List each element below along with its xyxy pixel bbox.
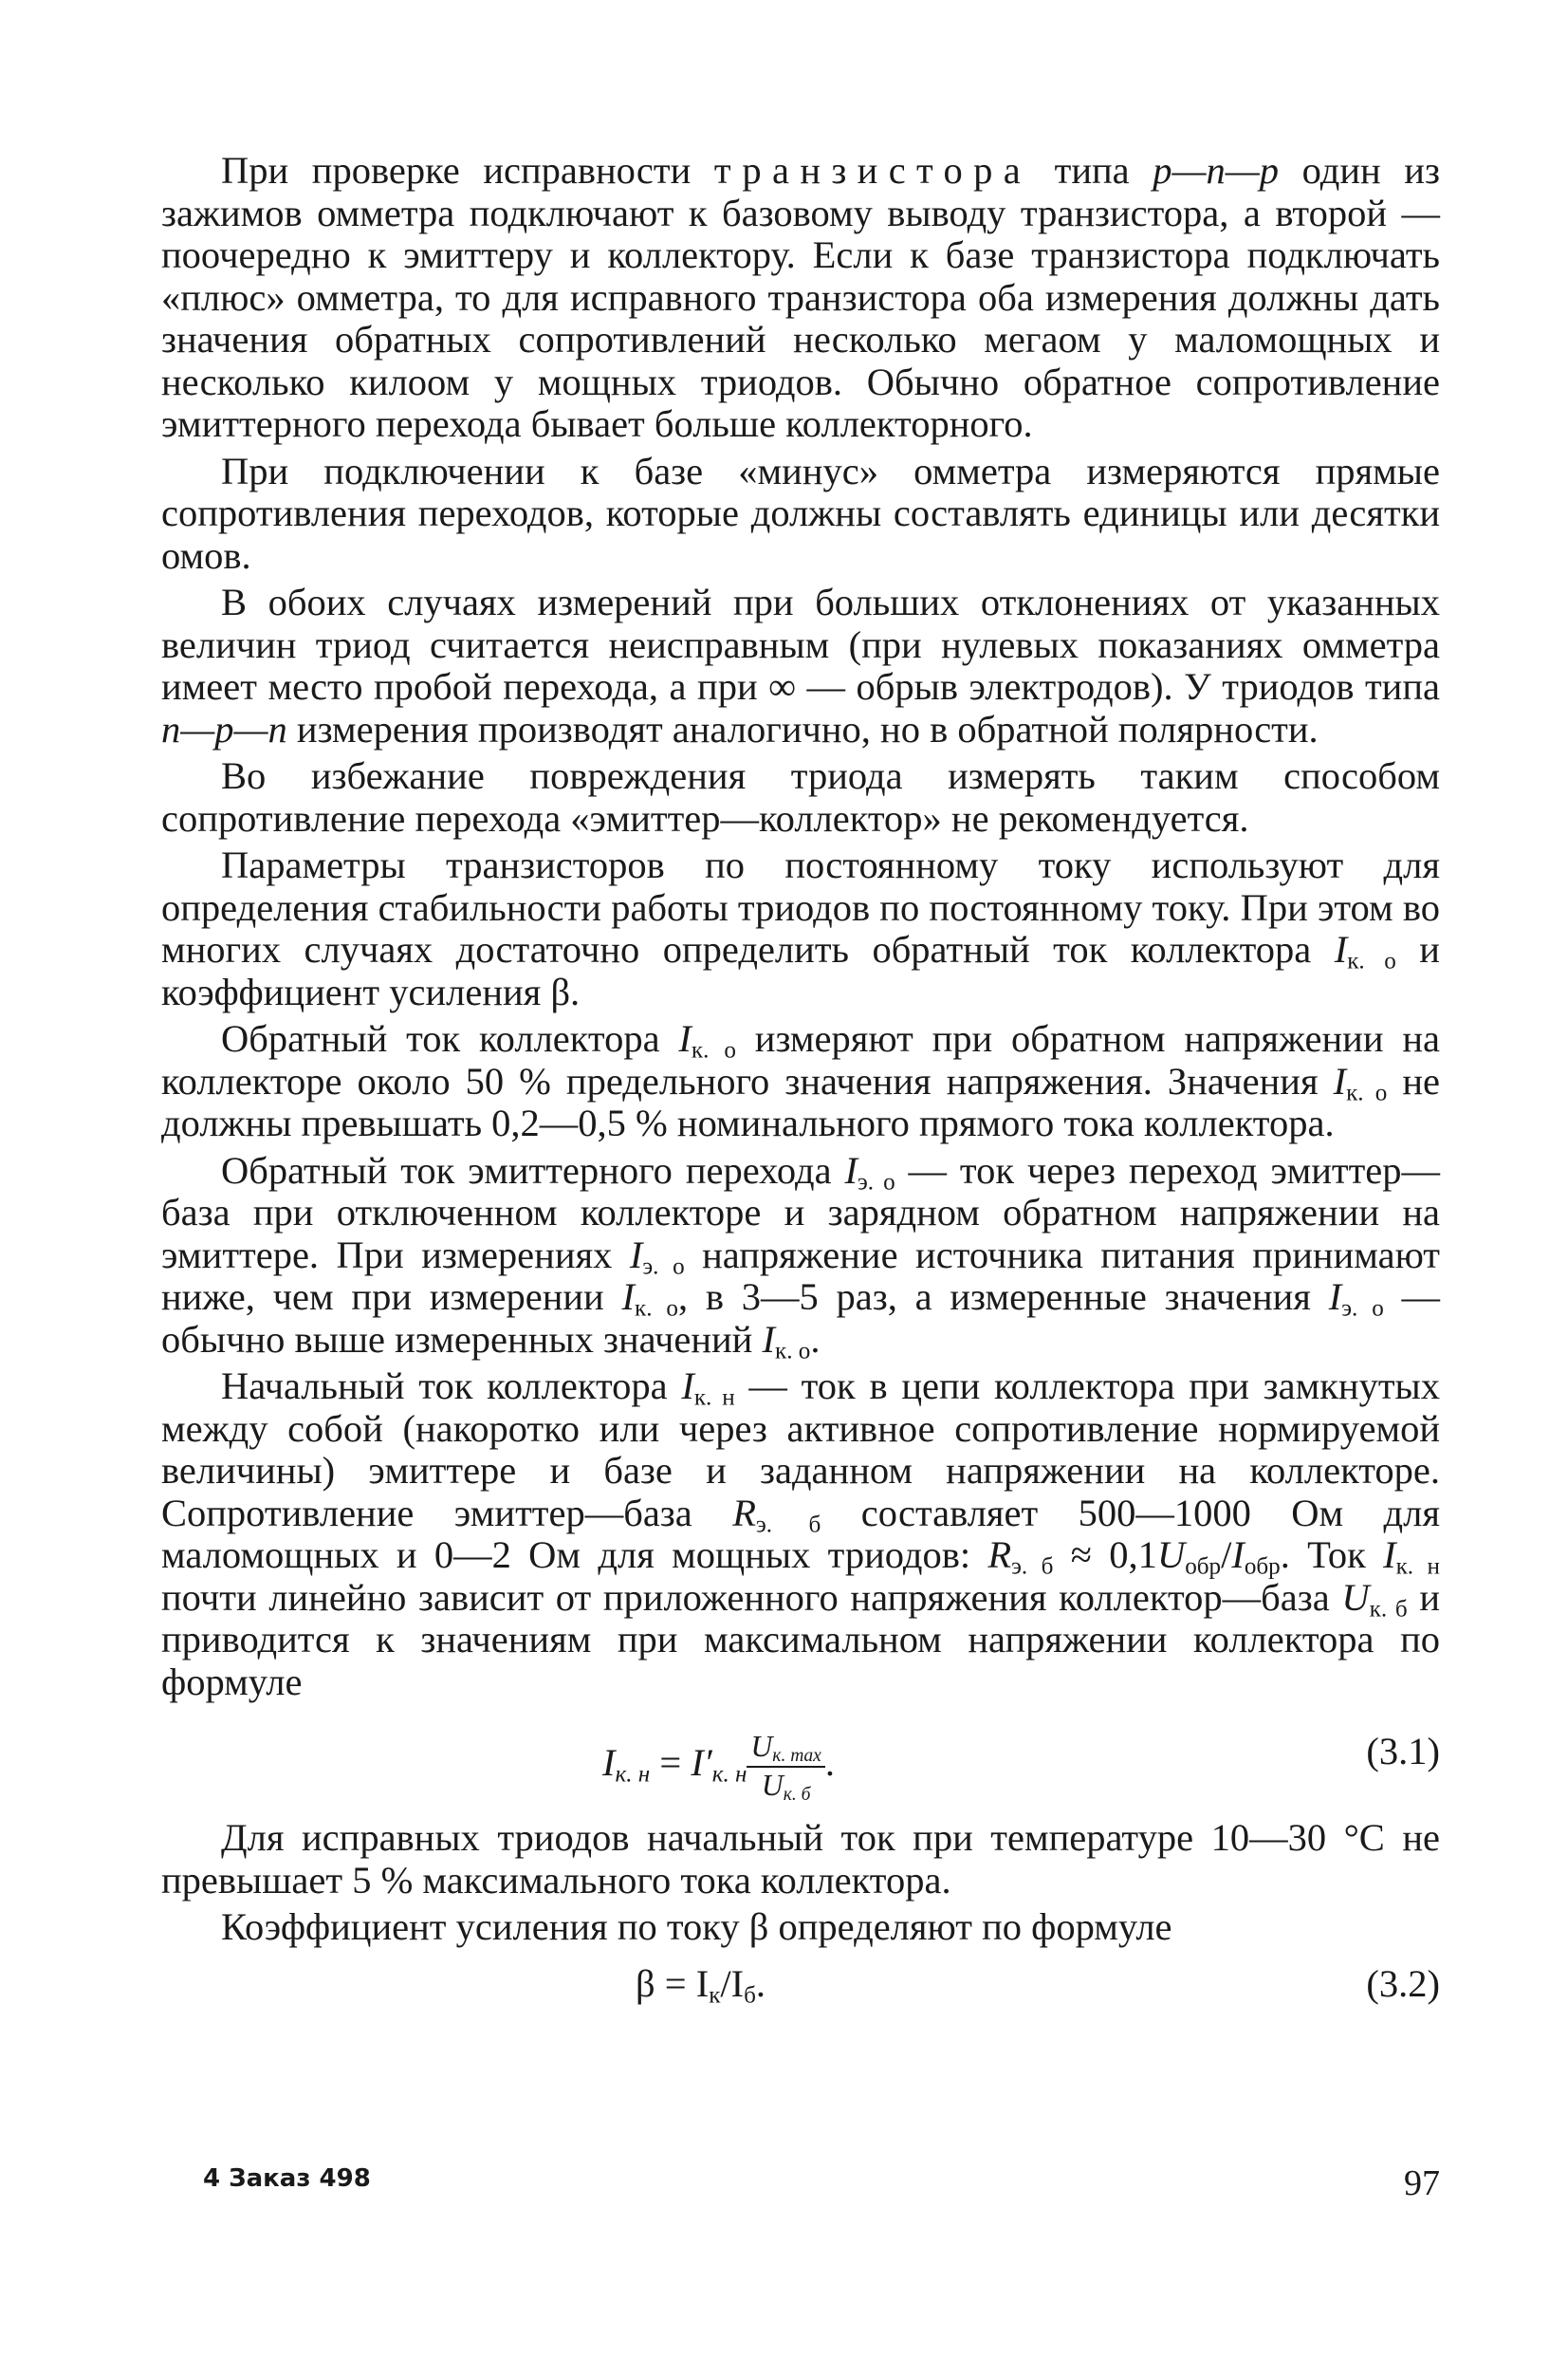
paragraph-4: Во избежание повреждения триода измерять таким способом сопротивление перехода «эмиттер—коллектор» не рекомендуется. (161, 754, 1440, 840)
symbol: U (1156, 1533, 1186, 1576)
text-run: напряжение источника питания принимают ниже, чем при измерении (161, 1233, 1440, 1318)
text-run: Параметры транзисторов по постоянному току используют для определения стабильности работы триодов по постоянному току. При этом во многих случаях достаточно определить обратный ток коллектора (161, 844, 1440, 971)
equation-number: (3.2) (1366, 1961, 1440, 2005)
subscript: к. н (693, 1384, 735, 1411)
text-run: В обоих случаях измерений при больших отклонениях от указанных величин триод считается неисправным (при нулевых показаниях омметра имеет место пробой перехода, а при ∞ — обрыв электродов). У триодов типа (161, 581, 1440, 708)
symbol: R (987, 1533, 1012, 1576)
fraction (747, 1731, 824, 1803)
subscript: к. б (1369, 1595, 1408, 1622)
text-run: . Ток (1280, 1533, 1384, 1576)
subscript: э. б (755, 1511, 821, 1537)
text-run: почти линейно зависит от приложенного напряжения коллектор—база (161, 1575, 1342, 1619)
text-run: один из зажимов омметра подключают к базовому выводу транзистора, а второй — поочередно к эмиттеру и коллектору. Если к базе транзистора подключать «плюс» омметра, то для исправного транзистора оба измерения должны дать значения обратных сопротивлений несколько мегаом у маломощных и несколько килоом у мощных триодов. Обычно обратное сопротивление эмиттерного перехода бывает больше коллекторного. (161, 149, 1440, 445)
subscript: к. н (615, 1761, 651, 1788)
paragraph-10: Коэффициент усиления по току β определяют по формуле (221, 1905, 1172, 1948)
symbol: I′ (691, 1741, 712, 1785)
punctuation: . (824, 1741, 835, 1785)
subscript: к. max (772, 1745, 821, 1766)
subscript: к. о (635, 1295, 678, 1322)
symbol: I (762, 1317, 775, 1361)
paragraph-6 (161, 1018, 1440, 1145)
subscript: к. б (783, 1784, 811, 1805)
symbol: R (732, 1491, 756, 1534)
symbol: I (1334, 928, 1348, 971)
page-number: 97 (1404, 2163, 1440, 2203)
equation-number: (3.1) (1366, 1730, 1440, 1772)
subscript: к. о (691, 1037, 736, 1064)
paragraph-3 (161, 582, 1440, 751)
text-run: — ток через переход эмиттер—база при отключенном коллекторе и зарядном обратном напряжении на эмиттере. При измерениях (161, 1148, 1440, 1276)
symbol: I (1231, 1533, 1245, 1576)
symbol: U (761, 1768, 784, 1802)
text-run: не должны превышать 0,2—0,5 % номинального прямого тока коллектора. (161, 1059, 1441, 1144)
paragraph-9: Для исправных триодов начальный ток при температуре 10—30 °C не превышает 5 % максимального тока коллектора. (161, 1816, 1440, 1902)
symbol: I (844, 1148, 858, 1192)
symbol: I (1333, 1059, 1347, 1103)
text-run: типа (1031, 149, 1153, 192)
equals-sign: = (650, 1741, 692, 1785)
text-run: измеряют при обратном напряжении на коллекторе около 50 % предельного значения напряжения. Значения (161, 1017, 1440, 1103)
symbol: I (1383, 1533, 1396, 1576)
punctuation: . (755, 1961, 766, 2005)
text-run: / (1221, 1533, 1232, 1576)
formula-3-2 (161, 1954, 1440, 2020)
numerator (747, 1731, 824, 1768)
symbol: I (602, 1741, 616, 1785)
body-text (161, 150, 1440, 2020)
subscript: б (744, 1981, 756, 2008)
text-run: Обратный ток коллектора (221, 1017, 679, 1060)
paragraph-8 (161, 1365, 1440, 1703)
symbol: β = I (636, 1961, 710, 2005)
formula-3-1 (161, 1708, 1440, 1808)
subscript: к. о (775, 1337, 811, 1364)
symbol: n—p—n (161, 707, 287, 751)
text-run: Обратный ток эмиттерного перехода (221, 1148, 845, 1192)
symbol: I (1328, 1275, 1342, 1318)
denominator (747, 1768, 824, 1803)
text-run: , в 3—5 раз, а измеренные значения (677, 1275, 1329, 1318)
text-run: и приводится к значениям при максимальном напряжении коллектора по формуле (161, 1575, 1440, 1703)
paragraph-7 (161, 1150, 1440, 1362)
text-run: Начальный ток коллектора (221, 1364, 682, 1407)
symbol: I (629, 1233, 643, 1276)
formula-expression (602, 1731, 835, 1803)
paragraph-1 (161, 150, 1440, 446)
text-run: ≈ 0,1 (1053, 1533, 1157, 1576)
text-run: . (810, 1317, 821, 1361)
subscript: к. о (1346, 1079, 1388, 1105)
paragraph-2: При подключении к базе «минус» омметра измеряются прямые сопротивления переходов, которые должны составлять единицы или десятки омов. (161, 449, 1440, 577)
paragraph-5 (161, 844, 1440, 1013)
subscript: к. н (711, 1761, 747, 1788)
symbol: /I (720, 1961, 745, 2005)
subscript: обр (1185, 1553, 1222, 1580)
text-run: составляет 500—1000 Ом для маломощных и 0—2 Ом для мощных триодов: (161, 1491, 1440, 1576)
subscript: э. о (1341, 1295, 1384, 1322)
symbol: U (750, 1730, 773, 1763)
subscript: к (709, 1981, 721, 2008)
symbol: I (681, 1364, 694, 1407)
subscript: э. б (1011, 1553, 1054, 1580)
text-run: При проверке исправности (221, 149, 714, 192)
formula-expression (636, 1963, 766, 2006)
text-run: и коэффициент усиления β. (161, 928, 1440, 1013)
symbol: I (678, 1017, 692, 1060)
symbol: p—n—p (1153, 149, 1280, 192)
symbol: U (1341, 1575, 1370, 1619)
print-order-note: 4 Заказ 498 (203, 2164, 371, 2193)
spaced-term: транзистора (713, 149, 1032, 192)
subscript: э. о (642, 1252, 685, 1279)
symbol: I (621, 1275, 635, 1318)
subscript: к. н (1395, 1553, 1440, 1580)
subscript: э. о (857, 1168, 895, 1195)
subscript: обр (1244, 1553, 1281, 1580)
subscript: к. о (1347, 948, 1396, 974)
text-run: — обычно выше измеренных значений (161, 1275, 1441, 1361)
text-run: измерения производят аналогично, но в обратной полярности. (286, 707, 1319, 751)
text-run: — ток в цепи коллектора при замкнутых между собой (накоротко или через активное сопротивление нормируемой величины) эмиттере и базе и заданном напряжении на коллекторе. Сопротивление эмиттер—база (161, 1364, 1440, 1534)
